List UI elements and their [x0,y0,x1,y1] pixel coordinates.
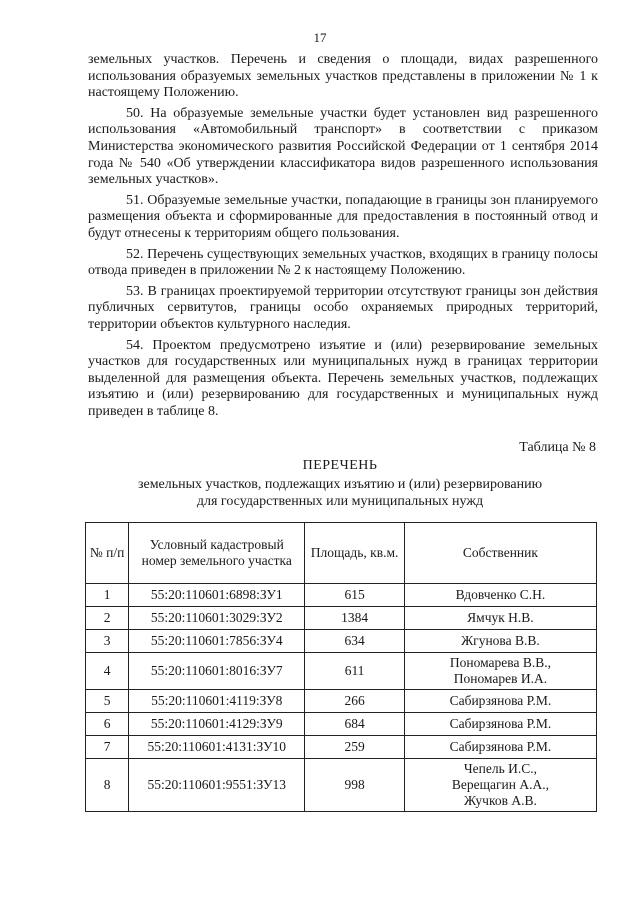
owner-name: Пономарев И.А. [453,671,548,686]
cell-area: 266 [305,690,405,713]
paragraph: земельных участков. Перечень и сведения о площади, видах разрешенного использования образуемых земельных участков представлены в приложении № 1 к настоящему Положению. [88,52,598,101]
cell-cadastral: 55:20:110601:3029:ЗУ2 [129,607,305,630]
cell-number: 6 [86,713,129,736]
cell-area: 684 [305,713,405,736]
cell-area: 1384 [305,607,405,630]
header-number: № п/п [86,523,129,584]
cell-area: 259 [305,736,405,759]
owner-name: Сабирзянова Р.М. [449,693,552,708]
cell-owner [404,736,596,759]
table-row [86,690,597,713]
cell-cadastral: 55:20:110601:9551:ЗУ13 [129,759,305,812]
owner-name: Верещагин А.А., [451,777,549,792]
table-row [86,630,597,653]
owner-name: Сабирзянова Р.М. [449,739,552,754]
header-owner: Собственник [404,523,596,584]
cell-owner [404,630,596,653]
cell-area: 998 [305,759,405,812]
table-row [86,759,597,812]
table-row [86,607,597,630]
cell-number: 3 [86,630,129,653]
owner-name: Ямчук Н.В. [467,610,534,625]
table-caption: Таблица № 8 [519,440,596,455]
cell-owner [404,653,596,690]
owner-name: Вдовченко С.Н. [455,587,546,602]
cell-owner [404,690,596,713]
cell-owner [404,584,596,607]
table-subtitle-line-1: земельных участков, подлежащих изъятию и (или) резервированию [137,477,543,492]
owner-name: Жучков А.В. [464,793,537,808]
paragraph: 53. В границах проектируемой территории отсутствуют границы зон действия публичных сервитутов, границы особо охраняемых природных территорий, территории объектов культурного наследия. [88,283,598,332]
cell-area: 611 [305,653,405,690]
header-area: Площадь, кв.м. [305,523,405,584]
cell-owner [404,607,596,630]
table-row [86,713,597,736]
cell-area: 634 [305,630,405,653]
cell-cadastral: 55:20:110601:4129:ЗУ9 [129,713,305,736]
cell-number: 4 [86,653,129,690]
cell-owner [404,759,596,812]
cell-number: 7 [86,736,129,759]
paragraph: 51. Образуемые земельные участки, попадающие в границы зон планируемого размещения объекта и сформированные для предоставления в постоянный отвод и будут отнесены к территориям общего пользования. [88,192,598,241]
owner-name: Жгунова В.В. [461,633,540,648]
land-plots-table [85,522,597,812]
cell-cadastral: 55:20:110601:8016:ЗУ7 [129,653,305,690]
cell-cadastral: 55:20:110601:6898:ЗУ1 [129,584,305,607]
paragraph: 52. Перечень существующих земельных участков, входящих в границу полосы отвода приведен в приложении № 2 к настоящему Положению. [88,246,598,279]
cell-cadastral: 55:20:110601:4131:ЗУ10 [129,736,305,759]
header-cadastral: Условный кадастровый номер земельного участка [129,523,305,584]
cell-number: 8 [86,759,129,812]
paragraph: 50. На образуемые земельные участки будет установлен вид разрешенного использования «Автомобильный транспорт» в соответствии с приказом Министерства экономического развития Российской Федерации от 1 сентября 2014 года № 540 «Об утверждении классификатора видов разрешенного использования земельных участков». [88,105,598,188]
owner-name: Чепель И.С., [463,761,537,776]
cell-owner [404,713,596,736]
body-text [88,52,598,424]
cell-area: 615 [305,584,405,607]
table-row [86,736,597,759]
table-header-row [86,523,597,584]
table-subtitle [0,476,640,510]
cell-cadastral: 55:20:110601:4119:ЗУ8 [129,690,305,713]
table-row [86,653,597,690]
cell-cadastral: 55:20:110601:7856:ЗУ4 [129,630,305,653]
owner-name: Сабирзянова Р.М. [449,716,552,731]
table-title: ПЕРЕЧЕНЬ [302,458,378,473]
cell-number: 5 [86,690,129,713]
cell-number: 2 [86,607,129,630]
table-subtitle-line-2: для государственных или муниципальных нужд [196,494,484,509]
paragraph: 54. Проектом предусмотрено изъятие и (или) резервирование земельных участков для государственных или муниципальных нужд в границах территории выделенной для размещения объекта. Перечень земельных участков, подлежащих изъятию и (или) резервированию для государственных и муниципальных нужд приведен в таблице 8. [88,337,598,419]
table-row [86,584,597,607]
cell-number: 1 [86,584,129,607]
page-number: 17 [313,30,327,45]
owner-name: Пономарева В.В., [449,655,551,670]
